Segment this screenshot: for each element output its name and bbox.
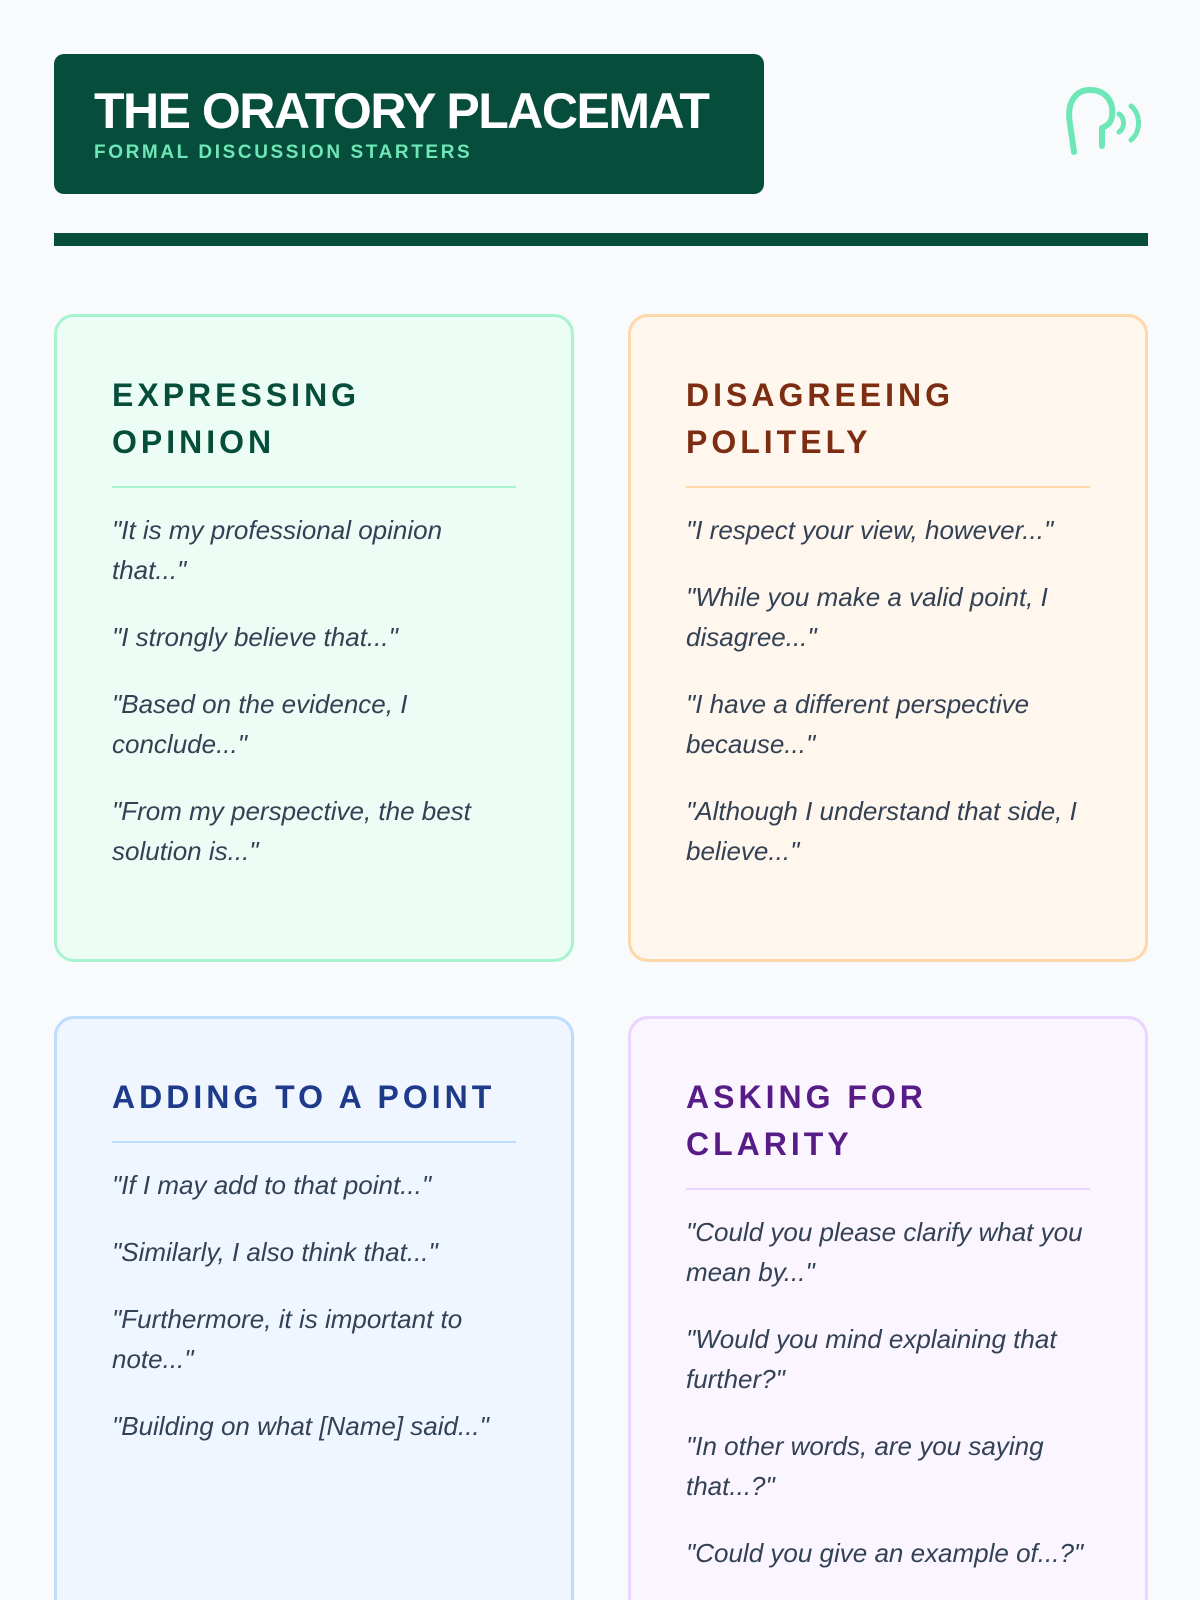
phrase-item: "Furthermore, it is important to note...": [112, 1304, 463, 1374]
phrase-item: "While you make a valid point, I disagree...": [686, 582, 1048, 652]
phrase-item: "I have a different perspective because...": [686, 689, 1030, 759]
card-disagreeing-politely: [628, 314, 1148, 962]
phrase-item: "Based on the evidence, I conclude...": [112, 689, 408, 759]
phrase-item: "It is my professional opinion that...": [112, 515, 443, 585]
phrase-item: "Would you mind explaining that further?": [686, 1324, 1057, 1394]
card-title: DISAGREEING POLITELY: [686, 372, 1090, 488]
header-divider: [54, 233, 1148, 246]
phrase-item: "Could you please clarify what you mean by...": [686, 1217, 1083, 1287]
card-expressing-opinion: [54, 314, 574, 962]
speaking-head-icon: [1064, 86, 1150, 160]
card-adding-to-a-point: [54, 1016, 574, 1600]
phrase-item: "From my perspective, the best solution is...": [112, 796, 471, 866]
card-asking-for-clarity: [628, 1016, 1148, 1600]
page-subtitle: FORMAL DISCUSSION STARTERS: [94, 142, 473, 163]
page-title: THE ORATORY PLACEMAT: [94, 83, 709, 139]
phrase-item: "Building on what [Name] said...": [112, 1411, 489, 1441]
title-banner: [54, 54, 764, 194]
phrase-item: "In other words, are you saying that...?": [686, 1431, 1044, 1501]
phrase-item: "I respect your view, however...": [686, 515, 1054, 545]
card-title: ADDING TO A POINT: [112, 1074, 516, 1143]
phrase-item: "Could you give an example of...?": [686, 1538, 1084, 1568]
card-title: ASKING FOR CLARITY: [686, 1074, 1090, 1190]
phrase-item: "Similarly, I also think that...": [112, 1237, 438, 1267]
phrase-item: "If I may add to that point...": [112, 1170, 432, 1200]
phrase-item: "I strongly believe that...": [112, 622, 398, 652]
card-title: EXPRESSING OPINION: [112, 372, 516, 488]
phrase-item: "Although I understand that side, I believe...": [686, 796, 1077, 866]
